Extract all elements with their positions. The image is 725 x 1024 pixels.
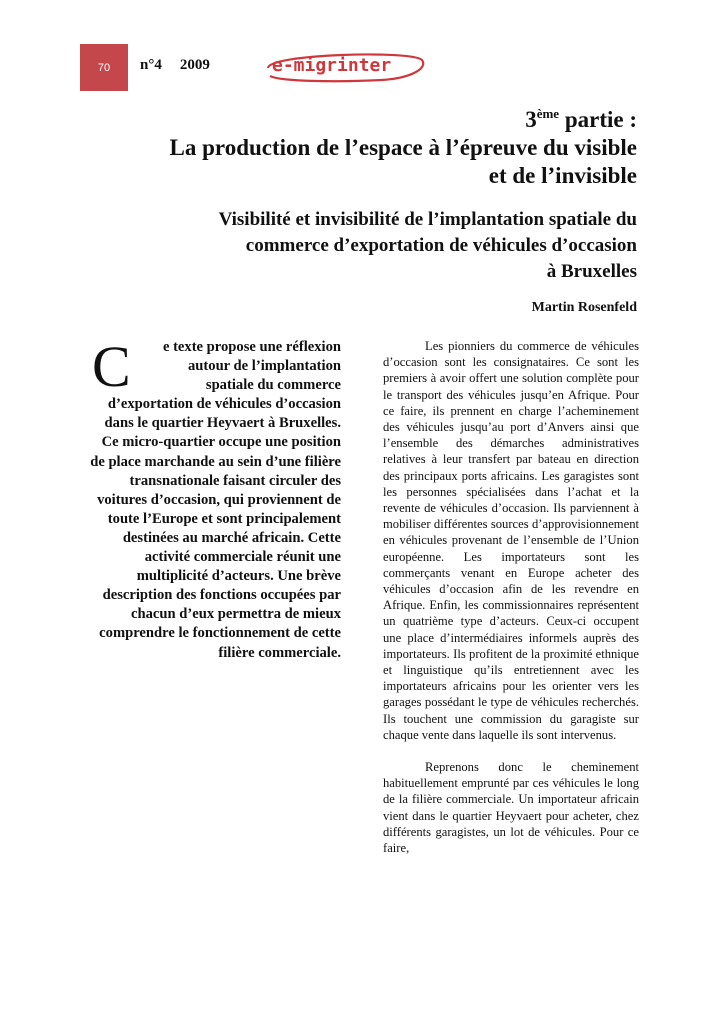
- abstract: [86, 334, 341, 663]
- page-number: 70: [97, 61, 111, 74]
- issue-info: [140, 57, 228, 74]
- part-line-2: La production de l’espace à l’épreuve du visible: [169, 135, 637, 160]
- part-superscript: ème: [536, 106, 560, 121]
- abstract-text: e texte propose une réflexion autour de l’implantation spatiale du commerce d’exportation de véhicules d’occasion dans le quartier Heyvaert à Bruxelles. Ce micro-quartier occupe une position de place marchande au sein d’une filière transnationale faisant circuler des voitures d’occasion, qui proviennent de toute l’Europe et sont principalement destinées au marché africain. Cette activité commerciale réunit une multiplicité d’acteurs. Une brève description des fonctions occupées par chacun d’eux permettra de mieux comprendre le fonctionnement de cette filière commerciale.: [90, 339, 341, 661]
- article-title-line-2: commerce d’exportation de véhicules d’occasion: [245, 235, 637, 256]
- article-title-line-3: à Bruxelles: [546, 261, 637, 282]
- article-title: [117, 207, 637, 285]
- body-column: [383, 338, 639, 856]
- issue-year: 2009: [179, 57, 210, 73]
- part-line-3: et de l’invisible: [488, 163, 637, 188]
- part-heading: [117, 100, 637, 190]
- drop-cap: C: [92, 334, 131, 399]
- author-name: Martin Rosenfeld: [531, 300, 637, 315]
- article-title-line-1: Visibilité et invisibilité de l’implantation spatiale du: [218, 209, 637, 230]
- part-number: 3: [525, 107, 537, 132]
- issue-number: n°4: [140, 57, 162, 73]
- part-line-1: [117, 100, 637, 134]
- part-word: partie :: [559, 107, 637, 132]
- body-paragraph-2: Reprenons donc le cheminement habituellement emprunté par ces véhicules le long de la filière commerciale. Un importateur africain vient dans le quartier Heyvaert pour acheter, chez différents garagistes, un lot de véhicules. Pour ce faire,: [383, 760, 639, 856]
- e-migrinter-logo: [262, 48, 427, 84]
- page-number-badge: [80, 44, 128, 91]
- body-paragraph-1: Les pionniers du commerce de véhicules d’occasion sont les consignataires. Ce sont les premiers à avoir offert une solution complète pour le transport des véhicules jusqu’en Afrique. Pour ce faire, ils prennent en charge l’acheminement des véhicules jusqu’au port d’Anvers ainsi que l’ensemble des démarches administratives relatives à leur transfert par bateau en direction des principaux ports africains. Les garagistes sont les personnes spécialisées dans l’achat et la revente de véhicules d’occasion. Ils parviennent à mobiliser différentes sources d’approvisionnement en véhicules provenant de l’ensemble de l’Union européenne. Les importateurs sont les commerçants venant en Europe acheter des véhicules d’occasion afin de les revendre en Afrique. Enfin, les commissionnaires représentent un quatrième type d’acteurs. Ceux-ci occupent une place d’intermédiaires informels auprès des importateurs. Ils profitent de la proximité ethnique et linguistique qu’ils entretiennent avec les importateurs africains pour les orienter vers les garages possédant le type de véhicules recherchés. Ils touchent une commission du garagiste sur chaque vente dans laquelle ils sont intervenus.: [383, 339, 639, 742]
- logo-text: e-migrinter: [272, 55, 392, 76]
